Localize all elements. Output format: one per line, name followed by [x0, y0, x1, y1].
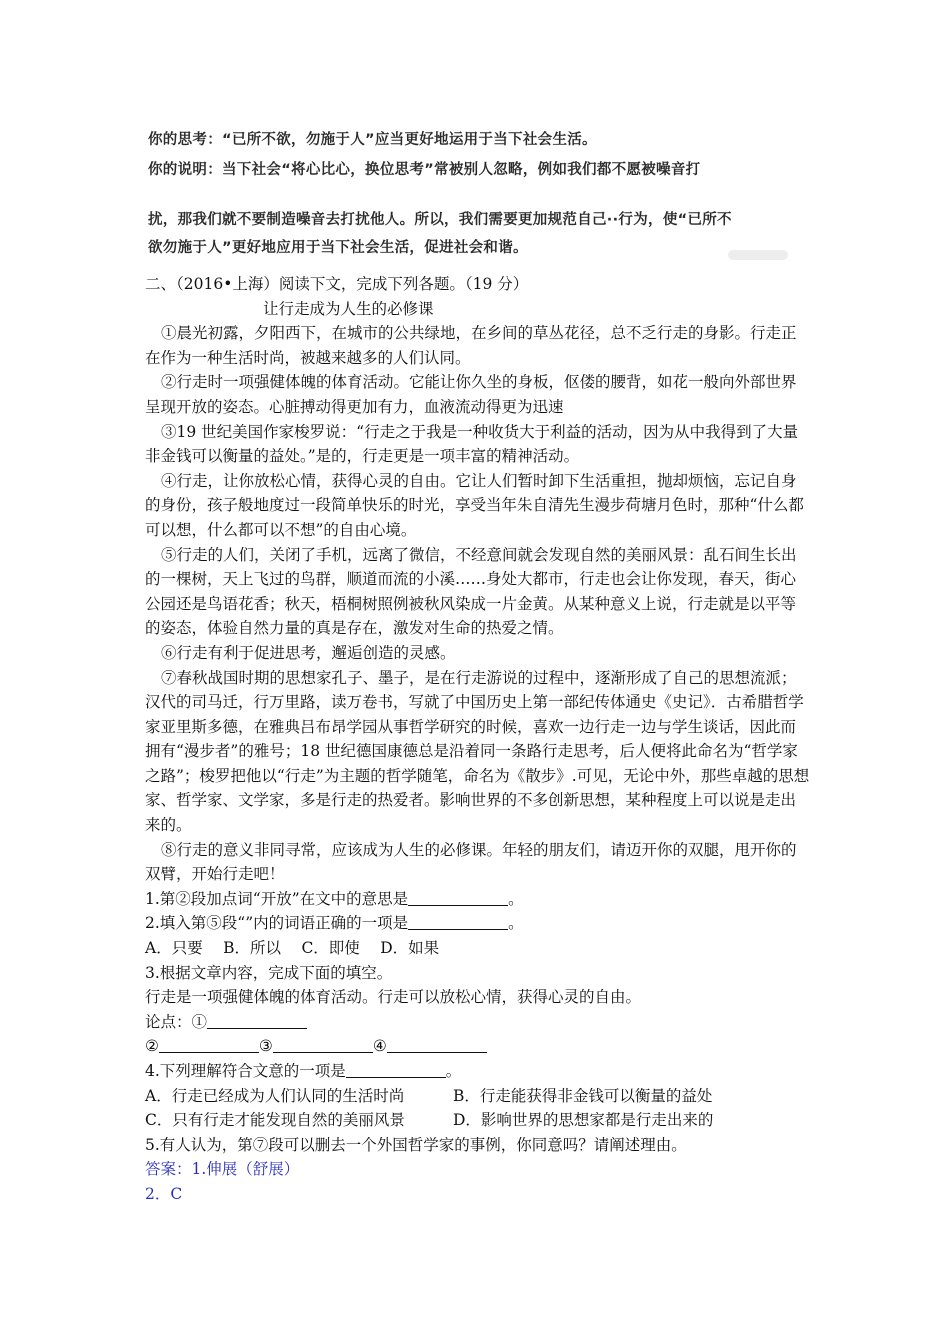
answer-2: 2．C	[145, 1184, 183, 1203]
option-a: A．行走已经成为人们认同的生活时尚	[145, 1086, 405, 1105]
article-title: 让行走成为人生的必修课	[263, 299, 434, 318]
answer-blank	[159, 1036, 259, 1053]
article-paragraph-4: ④行走，让你放松心情，获得心灵的自由。它让人们暂时卸下生活重担，抛却烦恼，忘记自身的身份，孩子般地度过一段简单快乐的时光，享受当年朱自清先生漫步荷塘月色时，那种“什么都可以想，什么都可以不想”的自由心境。	[145, 471, 804, 539]
article-paragraph-3: ③19 世纪美国作家梭罗说：“行走之于我是一种收货大于利益的活动，因为从中我得到了大量非金钱可以衡量的益处。”是的，行走更是一项丰富的精神活动。	[145, 422, 799, 466]
section-heading: 二、（2016•上海）阅读下文，完成下列各题。（19 分）	[145, 275, 529, 293]
answer-blank	[408, 913, 508, 930]
answer-blank	[207, 1012, 307, 1029]
scan-line-1: 你的思考：“已所不欲，勿施于人”应当更好地运用于当下社会生活。	[148, 132, 597, 148]
question-2-options: A．只要 B．所以 C．即使 D．如果	[145, 939, 440, 958]
option-c: C．只有行走才能发现自然的美丽风景	[145, 1111, 405, 1130]
article-paragraph-8: ⑧行走的意义非同寻常，应该成为人生的必修课。年轻的朋友们，请迈开你的双腿，甩开你的双臂，开始行走吧！	[145, 840, 797, 884]
question-4-options-row-1	[145, 1084, 810, 1109]
scan-line-3: 扰，那我们就不要制造噪音去打扰他人。所以，我们需要更加规范自己··行为，使“已所不	[148, 212, 732, 228]
article-paragraph-2: ②行走时一项强健体魄的体育活动。它能让你久坐的身板，伛偻的腰背，如花一般向外部世界呈现开放的姿态。心脏搏动得更加有力，血液流动得更为迅速	[145, 373, 797, 416]
question-3: 3.根据文章内容，完成下面的填空。	[145, 963, 393, 982]
answer-blank	[387, 1036, 487, 1053]
article-paragraph-5: ⑤行走的人们，关闭了手机，远离了微信，不经意间就会发现自然的美丽风景：乱石间生长出的一棵树，天上飞过的鸟群，顺道而流的小溪……身处大都市，行走也会让你发现，春天，街心公园还是鸟语花香；秋天，梧桐树照例被秋风染成一片金黄。从某种意义上说，行走就是以平等的姿态，体验自然力量的真是存在，激发对生命的热爱之情。	[145, 545, 797, 638]
article-paragraph-1: ①晨光初露，夕阳西下，在城市的公共绿地，在乡间的草丛花径，总不乏行走的身影。行走正在作为一种生活时尚，被越来越多的人们认同。	[145, 324, 797, 367]
option-b: B．行走能获得非金钱可以衡量的益处	[453, 1086, 713, 1105]
answer-blank	[408, 889, 508, 906]
question-3-point-1: 论点：①	[145, 1010, 810, 1035]
question-4-options-row-2	[145, 1108, 810, 1133]
question-3-points-2-4: ② ③ ④	[145, 1034, 810, 1059]
article-paragraph-7: ⑦春秋战国时期的思想家孔子、墨子，是在行走游说的过程中，逐渐形成了自己的思想流派；汉代的司马迁，行万里路，读万卷书，写就了中国历史上第一部纪传体通史《史记》．古希腊哲学家亚里斯多德，在雅典吕布昂学园从事哲学研究的时候，喜欢一边行走一边与学生谈话，因此而拥有“漫步者”的雅号；18 世纪德国康德总是沿着同一条路行走思考，后人便将此命名为“哲学家之路”；梭罗把他以“行走”为主题的哲学随笔，命名为《散步》.可见，无论中外，那些卓越的思想家、哲学家、文学家，多是行走的热爱者。影响世界的不多创新思想，某种程度上可以说是走出来的。	[145, 668, 810, 835]
scan-line-4: 欲勿施于人”更好地应用于当下社会生活，促进社会和谐。	[148, 240, 528, 256]
question-2: 2.填入第⑤段“”内的词语正确的一项是 。	[145, 914, 524, 933]
question-5: 5.有人认为，第⑦段可以删去一个外国哲学家的事例，你同意吗？请阐述理由。	[145, 1135, 687, 1154]
question-1: 1.第②段加点词“开放”在文中的意思是 。	[145, 889, 524, 908]
question-3-stem: 行走是一项强健体魄的体育活动。行走可以放松心情，获得心灵的自由。	[145, 988, 642, 1007]
scanned-answer-image	[140, 118, 830, 278]
option-d: D．影响世界的思想家都是行走出来的	[453, 1111, 714, 1130]
answer-blank	[346, 1061, 446, 1078]
article-paragraph-6: ⑥行走有利于促进思考，邂逅创造的灵感。	[161, 643, 456, 662]
question-4: 4.下列理解符合文意的一项是 。	[145, 1062, 462, 1080]
scan-line-2: 你的说明：当下社会“将心比心，换位思考”常被别人忽略，例如我们都不愿被噪音打	[148, 162, 701, 178]
document-body	[145, 272, 810, 1207]
scan-watermark-smudge	[728, 250, 788, 260]
answer-1: 答案：1.伸展（舒展）	[145, 1160, 300, 1179]
answer-blank	[273, 1036, 373, 1053]
